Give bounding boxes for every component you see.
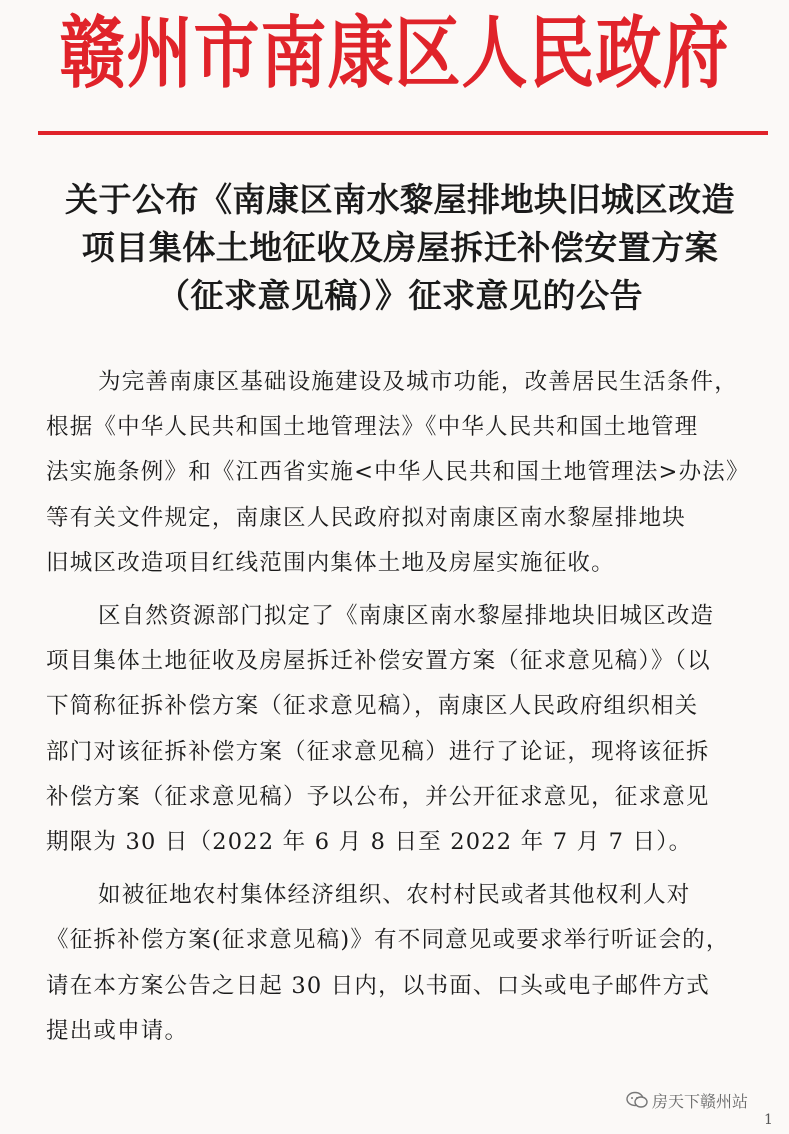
paragraph-line: 期限为 30 日（2022 年 6 月 8 日至 2022 年 7 月 7 日）。 xyxy=(46,829,693,856)
paragraph-1 xyxy=(46,360,768,586)
paragraph-line: 根据《中华人民共和国土地管理法》《中华人民共和国土地管理 xyxy=(46,414,699,441)
paragraph-line: 部门对该征拆补偿方案（征求意见稿）进行了论证，现将该征拆 xyxy=(46,738,710,765)
paragraph-line: 区自然资源部门拟定了《南康区南水黎屋排地块旧城区改造 xyxy=(98,603,715,630)
page-number: 1 xyxy=(764,1112,773,1128)
masthead-red-rule xyxy=(38,131,768,135)
source-watermark xyxy=(626,1086,748,1114)
watermark-text: 房天下赣州站 xyxy=(652,1091,749,1111)
paragraph-line: 法实施条例》和《江西省实施<中华人民共和国土地管理法>办法》 xyxy=(46,459,750,486)
paragraph-line: 《征拆补偿方案(征求意见稿)》有不同意见或要求举行听证会的， xyxy=(46,927,730,954)
masthead-title: 赣州市南康区人民政府 xyxy=(59,6,730,99)
paragraph-3 xyxy=(46,873,768,1054)
notice-title-line-2: 项目集体土地征收及房屋拆迁补偿安置方案 xyxy=(81,228,719,267)
paragraph-line: 旧城区改造项目红线范围内集体土地及房屋实施征收。 xyxy=(46,549,615,576)
paragraph-line: 下简称征拆补偿方案（征求意见稿），南康区人民政府组织相关 xyxy=(46,693,699,720)
notice-title xyxy=(30,176,770,320)
paragraph-line: 项目集体土地征收及房屋拆迁补偿安置方案（征求意见稿）》（以 xyxy=(46,648,711,675)
paragraph-line: 等有关文件规定，南康区人民政府拟对南康区南水黎屋排地块 xyxy=(46,504,686,531)
paragraph-line: 补偿方案（征求意见稿）予以公布，并公开征求意见，征求意见 xyxy=(46,783,710,810)
paragraph-2 xyxy=(46,594,768,865)
notice-title-line-1: 关于公布《南康区南水黎屋排地块旧城区改造 xyxy=(65,180,735,219)
paragraph-line: 请在本方案公告之日起 30 日内，以书面、口头或电子邮件方式 xyxy=(46,972,710,999)
paragraph-line: 如被征地农村集体经济组织、农村村民或者其他权利人对 xyxy=(98,882,691,909)
notice-title-line-3: （征求意见稿）》征求意见的公告 xyxy=(157,276,643,315)
wechat-icon xyxy=(626,1091,648,1109)
paragraph-line: 提出或申请。 xyxy=(46,1017,189,1044)
notice-body xyxy=(46,360,768,1054)
paragraph-line: 为完善南康区基础设施建设及城市功能，改善居民生活条件， xyxy=(98,369,738,395)
